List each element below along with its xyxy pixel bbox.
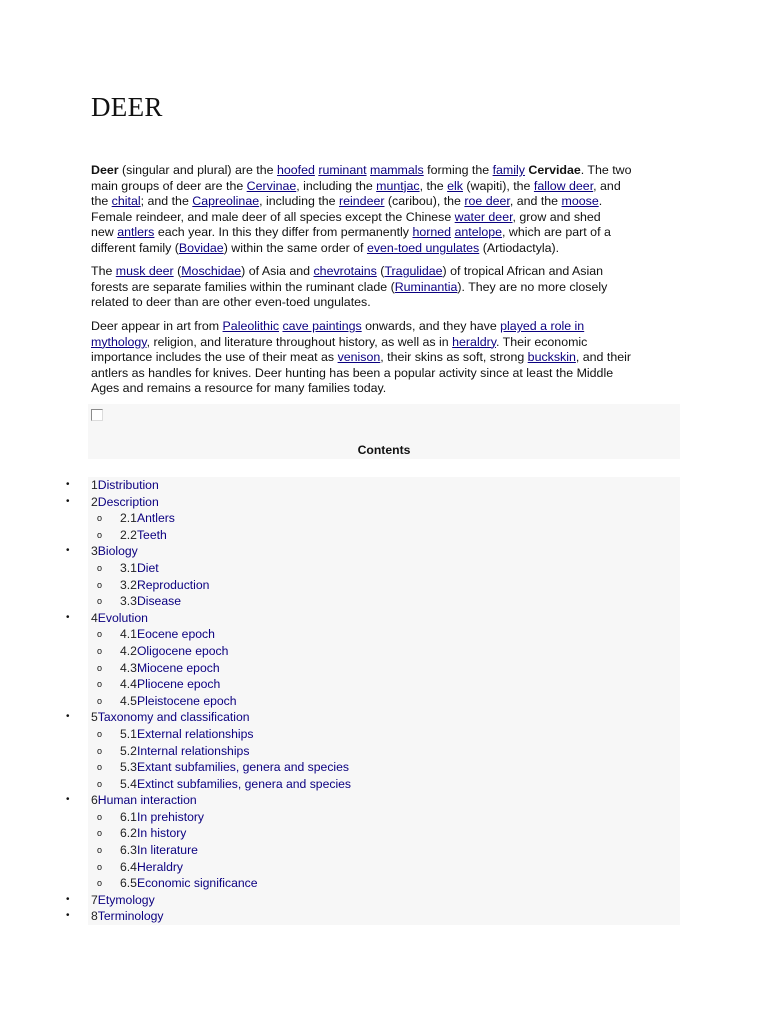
body-text: onwards, and they have <box>361 319 501 333</box>
bold-term: Cervidae <box>528 163 581 177</box>
toc-number: 6 <box>91 793 98 808</box>
toc-link[interactable]: Teeth <box>136 527 167 542</box>
hollow-bullet-icon: o <box>97 878 103 889</box>
toc-number: 5.3 <box>120 760 137 775</box>
toc-item[interactable] <box>0 527 768 544</box>
body-text: , religion, and literature throughout history, as well as in <box>146 334 453 349</box>
toc-entry <box>120 776 351 793</box>
toc-link[interactable]: Reproduction <box>136 577 210 592</box>
body-text: ) of tropical African and Asian <box>442 264 604 278</box>
toc-link[interactable]: Description <box>97 494 159 509</box>
toc-number: 5.2 <box>120 743 137 758</box>
toc-number: 4.2 <box>120 643 137 658</box>
body-text: forming the <box>423 163 493 177</box>
filled-bullet-icon: • <box>66 611 70 623</box>
toc-number: 4.1 <box>120 627 137 642</box>
toc-entry <box>91 494 159 511</box>
article-link[interactable]: reindeer <box>339 194 385 209</box>
toc-link[interactable]: Oligocene epoch <box>136 643 229 658</box>
body-text: ; and the <box>140 194 193 209</box>
toc-link[interactable]: Pleistocene epoch <box>136 693 237 708</box>
article-link[interactable]: Bovidae <box>178 240 224 255</box>
filled-bullet-icon: • <box>66 910 70 922</box>
toc-list <box>0 477 768 925</box>
text-line <box>91 179 681 195</box>
toc-entry <box>120 626 215 643</box>
toc-item[interactable] <box>0 593 768 610</box>
toc-entry <box>120 643 228 660</box>
article-link[interactable]: elk <box>447 178 463 193</box>
toc-row-background <box>88 494 680 511</box>
article-link[interactable]: Ruminantia <box>394 279 458 294</box>
article-link[interactable]: mammals <box>370 163 424 177</box>
article-link[interactable]: horned <box>412 225 452 240</box>
toc-row-background <box>88 560 680 577</box>
toc-link[interactable]: Disease <box>136 594 181 609</box>
body-text: different family ( <box>91 240 179 255</box>
article-link[interactable]: even-toed ungulates <box>366 240 480 255</box>
toc-number: 6.4 <box>120 859 137 874</box>
toc-entry <box>120 560 159 577</box>
toc-entry <box>120 510 175 527</box>
text-line <box>91 319 681 335</box>
toc-item[interactable] <box>0 709 768 726</box>
hollow-bullet-icon: o <box>97 513 103 524</box>
body-text: Deer appear in art from <box>91 319 223 333</box>
toc-row-background <box>88 908 680 925</box>
hollow-bullet-icon: o <box>97 596 103 607</box>
filled-bullet-icon: • <box>66 545 70 557</box>
hollow-bullet-icon: o <box>97 662 103 673</box>
body-text: , the <box>419 178 448 193</box>
body-text: ) within the same order of <box>223 240 367 255</box>
toc-row-background <box>88 610 680 627</box>
toc-item[interactable] <box>0 726 768 743</box>
text-line <box>91 264 681 280</box>
toc-link[interactable]: Pliocene epoch <box>136 677 221 692</box>
toc-number: 7 <box>91 892 98 907</box>
toc-link[interactable]: Terminology <box>97 909 164 924</box>
toc-item[interactable] <box>0 510 768 527</box>
toc-item[interactable] <box>0 660 768 677</box>
toc-item[interactable] <box>0 494 768 511</box>
toc-item[interactable] <box>0 676 768 693</box>
article-link[interactable]: hoofed <box>276 163 315 177</box>
toc-number: 3 <box>91 544 98 559</box>
toc-link[interactable]: External relationships <box>136 726 254 741</box>
toc-entry <box>120 743 249 760</box>
body-text: each year. In this they differ from permanently <box>154 225 413 240</box>
bold-term: Deer <box>91 163 119 177</box>
toc-number: 2.2 <box>120 527 137 542</box>
article-link[interactable]: mythology <box>91 334 147 349</box>
body-text: . <box>598 194 603 209</box>
article-link[interactable]: Moschidae <box>181 264 242 278</box>
toc-item[interactable] <box>0 809 768 826</box>
toc-item[interactable] <box>0 477 768 494</box>
toc-number: 4.3 <box>120 660 137 675</box>
body-text: ( <box>376 264 385 278</box>
body-text: importance includes the use of their meat as <box>91 350 338 365</box>
toc-link[interactable]: Taxonomy and classification <box>97 710 250 725</box>
hollow-bullet-icon: o <box>97 562 103 573</box>
toc-entry <box>120 875 258 892</box>
filled-bullet-icon: • <box>66 711 70 723</box>
article-link[interactable]: musk deer <box>115 264 174 278</box>
toc-item[interactable] <box>0 842 768 859</box>
filled-bullet-icon: • <box>66 479 70 490</box>
culture-paragraph <box>91 319 681 397</box>
article-link[interactable]: Capreolinae <box>192 194 260 209</box>
toc-entry <box>120 726 253 743</box>
hollow-bullet-icon: o <box>97 845 103 856</box>
text-line <box>91 280 681 296</box>
toc-item[interactable] <box>0 643 768 660</box>
toc-item[interactable] <box>0 693 768 710</box>
text-line <box>91 241 681 257</box>
article-link[interactable]: Cervinae <box>246 178 297 193</box>
hollow-bullet-icon: o <box>97 679 103 690</box>
body-text: ( <box>173 264 182 278</box>
toc-entry <box>120 842 198 859</box>
toc-item[interactable] <box>0 543 768 560</box>
toc-entry <box>91 892 155 909</box>
toc-number: 4.4 <box>120 677 137 692</box>
toc-number: 2 <box>91 494 98 509</box>
article-link[interactable]: muntjac <box>376 178 420 193</box>
toc-entry <box>91 477 159 494</box>
hollow-bullet-icon: o <box>97 579 103 590</box>
toc-item[interactable] <box>0 825 768 842</box>
toc-link[interactable]: Distribution <box>97 478 159 492</box>
toc-entry <box>91 543 138 560</box>
body-text: Ages and remains a resource for many families today. <box>91 381 387 396</box>
body-text: , their skins as soft, strong <box>380 350 528 365</box>
body-text: , and the <box>509 194 562 209</box>
toc-number: 5.1 <box>120 726 137 741</box>
body-text: . Their economic <box>496 334 588 349</box>
article-link[interactable]: chevrotains <box>313 264 377 278</box>
filled-bullet-icon: • <box>66 794 70 806</box>
toc-link[interactable]: Extinct subfamilies, genera and species <box>136 776 352 791</box>
hollow-bullet-icon: o <box>97 745 103 756</box>
body-text: (singular and plural) are the <box>118 163 277 177</box>
toc-number: 6.2 <box>120 826 137 841</box>
toc-item[interactable] <box>0 908 768 925</box>
article-link[interactable]: antlers <box>117 225 155 240</box>
text-line <box>91 350 681 366</box>
toc-number: 8 <box>91 909 98 924</box>
text-line <box>91 163 681 179</box>
intro-paragraph <box>91 163 681 257</box>
hollow-bullet-icon: o <box>97 861 103 872</box>
toc-link[interactable]: Antlers <box>136 511 175 526</box>
article-link[interactable]: water deer <box>454 209 513 224</box>
toc-link[interactable]: Etymology <box>97 892 155 907</box>
toc-number: 6.5 <box>120 876 137 891</box>
toc-number: 4 <box>91 610 98 625</box>
toc-row-background <box>88 892 680 909</box>
toc-item[interactable] <box>0 560 768 577</box>
toc-header <box>88 404 680 459</box>
hollow-bullet-icon: o <box>97 529 103 540</box>
toc-item[interactable] <box>0 776 768 793</box>
text-line <box>91 381 681 397</box>
hollow-bullet-icon: o <box>97 778 103 789</box>
toc-entry <box>120 859 183 876</box>
filled-bullet-icon: • <box>66 893 70 905</box>
toc-number: 5 <box>91 710 98 725</box>
body-text: (Artiodactyla). <box>479 240 560 255</box>
body-text: the <box>91 194 112 209</box>
relatives-paragraph <box>91 264 681 311</box>
text-line <box>91 295 681 311</box>
toc-entry <box>120 759 349 776</box>
body-text: forests are separate families within the ruminant clade ( <box>91 279 395 294</box>
toc-entry <box>120 593 181 610</box>
body-text: related to deer than are other even-toed ungulates. <box>91 295 371 310</box>
toc-number: 1 <box>91 478 98 492</box>
toc-link[interactable]: Evolution <box>97 610 148 625</box>
text-line <box>91 210 681 226</box>
text-line <box>91 335 681 351</box>
body-text: main groups of deer are the <box>91 178 247 193</box>
hollow-bullet-icon: o <box>97 645 103 656</box>
toc-entry <box>120 577 209 594</box>
toc-number: 3.3 <box>120 594 137 609</box>
body-text: , including the <box>259 194 340 209</box>
hollow-bullet-icon: o <box>97 629 103 640</box>
toc-number: 6.3 <box>120 843 137 858</box>
article-link[interactable]: Tragulidae <box>384 264 443 278</box>
toc-entry <box>120 809 204 826</box>
toc-entry <box>120 693 237 710</box>
article-link[interactable]: played a role in <box>500 319 585 333</box>
page-title: DEER <box>91 92 163 122</box>
toc-link[interactable]: Human interaction <box>97 793 197 808</box>
toc-row-background <box>88 527 680 544</box>
toc-link[interactable]: Diet <box>136 560 159 575</box>
toc-entry <box>91 792 197 809</box>
toc-entry <box>120 660 220 677</box>
toc-number: 6.1 <box>120 809 137 824</box>
toc-item[interactable] <box>0 610 768 627</box>
checkbox-icon[interactable] <box>91 409 103 421</box>
article-link[interactable]: family <box>492 163 525 177</box>
toc-link[interactable]: Internal relationships <box>136 743 250 758</box>
toc-title: Contents <box>357 443 411 457</box>
article-link[interactable]: heraldry <box>452 334 496 349</box>
body-text: , and their <box>575 350 631 365</box>
article-link[interactable]: moose <box>561 194 599 209</box>
toc-item[interactable] <box>0 892 768 909</box>
toc-number: 2.1 <box>120 511 137 526</box>
body-text: . The two <box>580 163 632 177</box>
article-link[interactable]: venison <box>337 350 381 365</box>
hollow-bullet-icon: o <box>97 762 103 773</box>
toc-item[interactable] <box>0 626 768 643</box>
toc-row-background <box>88 510 680 527</box>
filled-bullet-icon: • <box>66 495 70 507</box>
toc-item[interactable] <box>0 743 768 760</box>
toc-number: 3.2 <box>120 577 137 592</box>
body-text: new <box>91 225 118 240</box>
article-link[interactable]: cave paintings <box>282 319 362 333</box>
article-link[interactable]: roe deer <box>464 194 510 209</box>
toc-item[interactable] <box>0 859 768 876</box>
article-link[interactable]: antelope <box>454 225 503 240</box>
body-text: The <box>91 264 116 278</box>
toc-item[interactable] <box>0 792 768 809</box>
hollow-bullet-icon: o <box>97 828 103 839</box>
body-text: , which are part of a <box>502 225 611 240</box>
article-link[interactable]: fallow deer <box>533 178 594 193</box>
toc-item[interactable] <box>0 577 768 594</box>
body-text: (caribou), the <box>384 194 465 209</box>
toc-entry <box>120 527 167 544</box>
toc-link[interactable]: Miocene epoch <box>136 660 220 675</box>
toc-link[interactable]: Biology <box>97 544 138 559</box>
body-text: Female reindeer, and male deer of all species except the Chinese <box>91 209 455 224</box>
toc-link[interactable]: Eocene epoch <box>136 627 215 642</box>
toc-entry <box>120 825 186 842</box>
hollow-bullet-icon: o <box>97 811 103 822</box>
body-text: (wapiti), the <box>462 178 534 193</box>
hollow-bullet-icon: o <box>97 728 103 739</box>
hollow-bullet-icon: o <box>97 695 103 706</box>
text-line <box>91 366 681 382</box>
body-text: , grow and shed <box>512 209 601 224</box>
toc-link[interactable]: Extant subfamilies, genera and species <box>136 760 350 775</box>
toc-link[interactable]: Heraldry <box>136 859 184 874</box>
toc-entry <box>120 676 220 693</box>
toc-link[interactable]: In history <box>136 826 187 841</box>
toc-entry <box>91 709 250 726</box>
toc-number: 3.1 <box>120 560 137 575</box>
toc-link[interactable]: In literature <box>136 843 198 858</box>
article-link[interactable]: Paleolithic <box>222 319 280 333</box>
text-line <box>91 194 681 210</box>
article-link[interactable]: buckskin <box>527 350 576 365</box>
toc-item[interactable] <box>0 759 768 776</box>
toc-link[interactable]: Economic significance <box>136 876 258 891</box>
article-link[interactable]: chital <box>111 194 141 209</box>
body-text: , and <box>593 178 621 193</box>
article-link[interactable]: ruminant <box>318 163 367 177</box>
toc-number: 5.4 <box>120 776 137 791</box>
body-text: antlers as handles for knives. Deer hunting has been a popular activity since at least the Middle <box>91 365 614 380</box>
toc-item[interactable] <box>0 875 768 892</box>
text-line <box>91 225 681 241</box>
toc-entry <box>91 908 163 925</box>
body-text: ). They are no more closely <box>457 279 608 294</box>
toc-entry <box>91 610 148 627</box>
body-text: ) of Asia and <box>241 264 314 278</box>
toc-row-background <box>88 543 680 560</box>
body-text: , including the <box>296 178 377 193</box>
toc-number: 4.5 <box>120 693 137 708</box>
toc-row-background <box>88 477 680 494</box>
toc-link[interactable]: In prehistory <box>136 809 205 824</box>
